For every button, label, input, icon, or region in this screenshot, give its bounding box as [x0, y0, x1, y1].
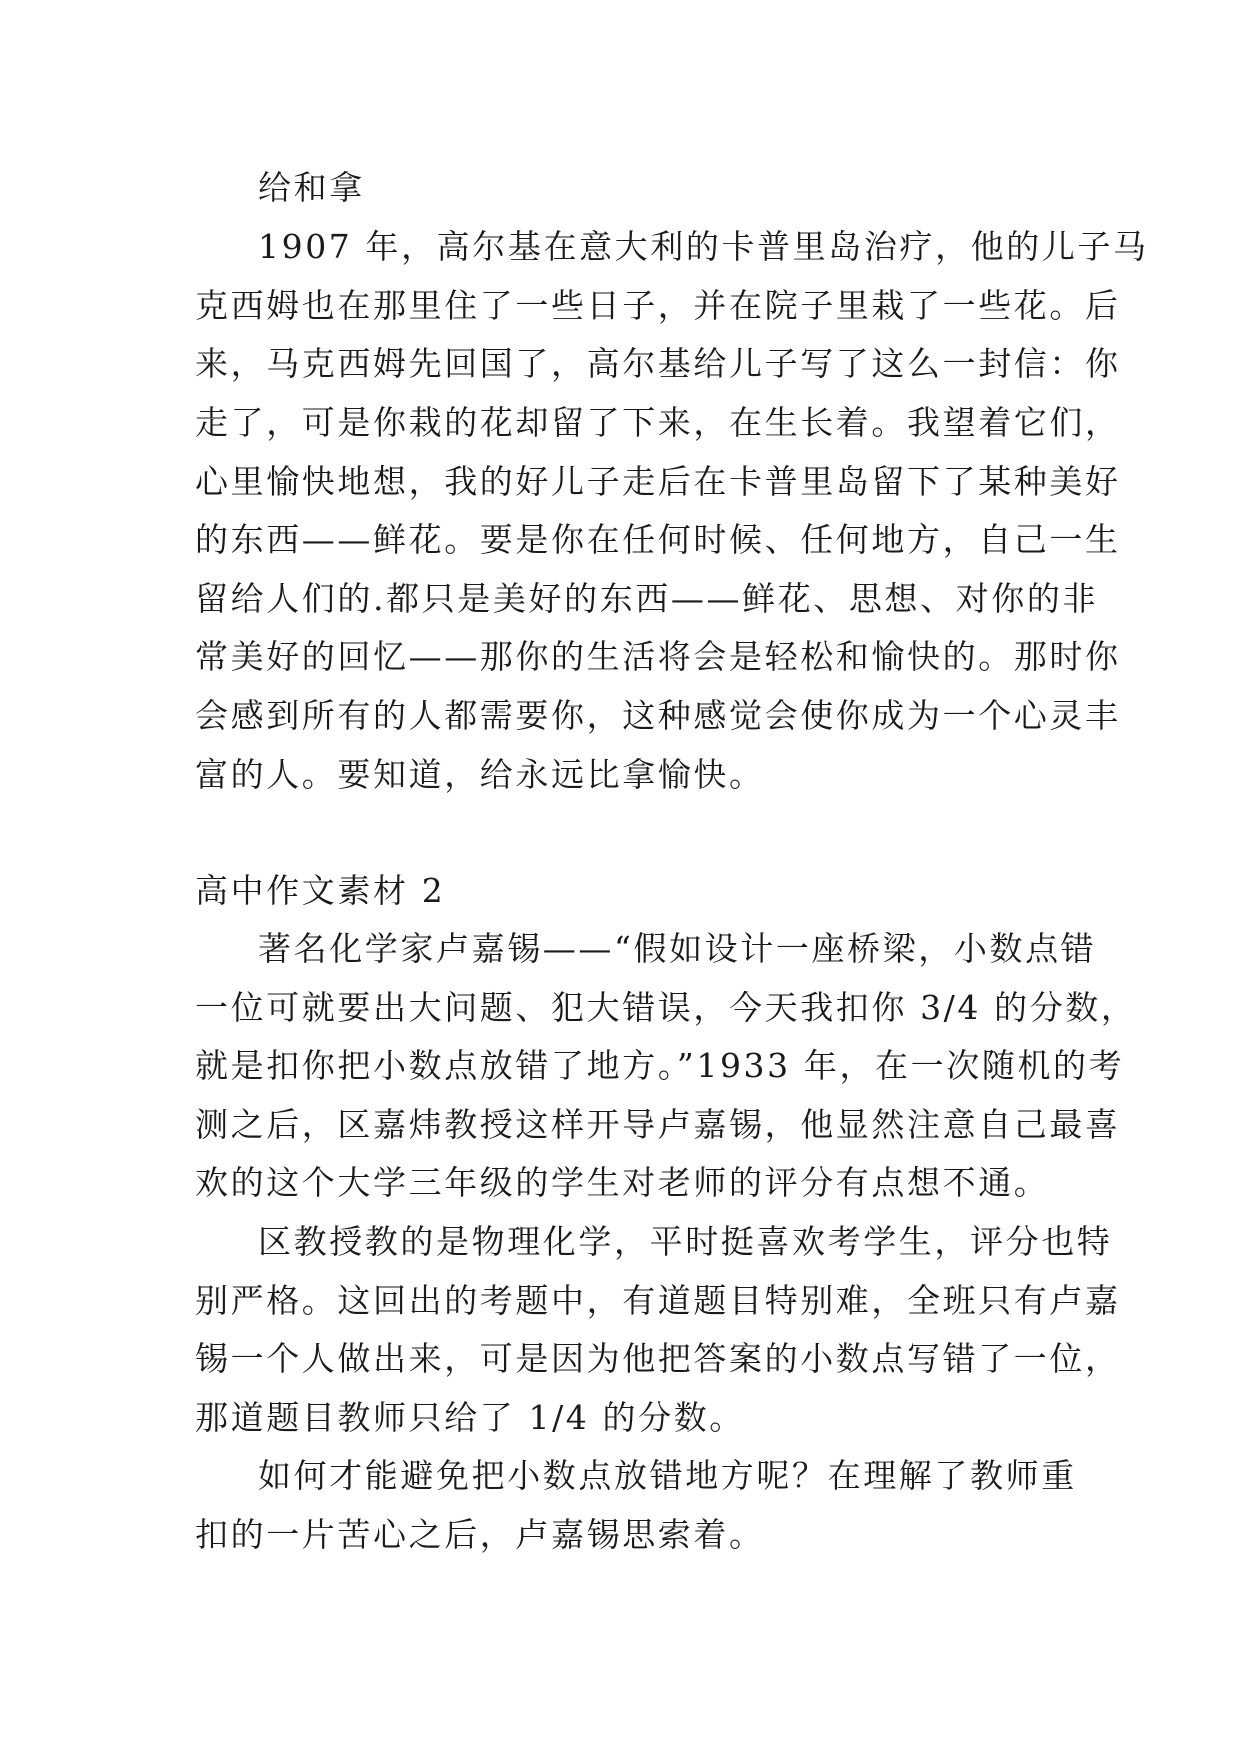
paragraph-line: 区教授教的是物理化学，平时挺喜欢考学生，评分也特	[258, 1222, 1113, 1261]
paragraph-line: 一位可就要出大问题、犯大错误，今天我扣你 3/4 的分数，	[195, 988, 1137, 1027]
paragraph-line: 测之后，区嘉炜教授这样开导卢嘉锡，他显然注意自己最喜	[195, 1105, 1121, 1144]
paragraph-line: 就是扣你把小数点放错了地方。”1933 年，在一次随机的考	[195, 1046, 1125, 1085]
paragraph-line: 心里愉快地想，我的好儿子走后在卡普里岛留下了某种美好	[195, 462, 1121, 501]
paragraph-line: 欢的这个大学三年级的学生对老师的评分有点想不通。	[195, 1163, 1050, 1202]
paragraph-line: 的东西——鲜花。要是你在任何时候、任何地方，自己一生	[195, 520, 1121, 559]
paragraph-line: 留给人们的.都只是美好的东西——鲜花、思想、对你的非	[195, 579, 1099, 618]
paragraph-line: 别严格。这回出的考题中，有道题目特别难，全班只有卢嘉	[195, 1281, 1121, 1320]
paragraph-line: 那道题目教师只给了 1/4 的分数。	[195, 1398, 745, 1437]
paragraph-line: 会感到所有的人都需要你，这种感觉会使你成为一个心灵丰	[195, 696, 1121, 735]
paragraph-line: 走了，可是你栽的花却留了下来，在生长着。我望着它们，	[195, 403, 1121, 442]
section-title-give-and-take: 给和拿	[258, 168, 365, 207]
paragraph-line: 如何才能避免把小数点放错地方呢？在理解了教师重	[258, 1456, 1077, 1495]
paragraph-line: 1907 年，高尔基在意大利的卡普里岛治疗，他的儿子马	[258, 227, 1149, 266]
paragraph-line: 著名化学家卢嘉锡——“假如设计一座桥梁，小数点错	[258, 929, 1097, 968]
paragraph-line: 富的人。要知道，给永远比拿愉快。	[195, 755, 765, 794]
paragraph-line: 扣的一片苦心之后，卢嘉锡思索着。	[195, 1515, 765, 1554]
paragraph-line: 常美好的回忆——那你的生活将会是轻松和愉快的。那时你	[195, 637, 1121, 676]
paragraph-line: 来，马克西姆先回国了，高尔基给儿子写了这么一封信：你	[195, 344, 1121, 383]
section-title-essay-material-2: 高中作文素材 2	[195, 871, 446, 910]
paragraph-line: 克西姆也在那里住了一些日子，并在院子里栽了一些花。后	[195, 286, 1121, 325]
paragraph-line: 锡一个人做出来，可是因为他把答案的小数点写错了一位，	[195, 1339, 1121, 1378]
